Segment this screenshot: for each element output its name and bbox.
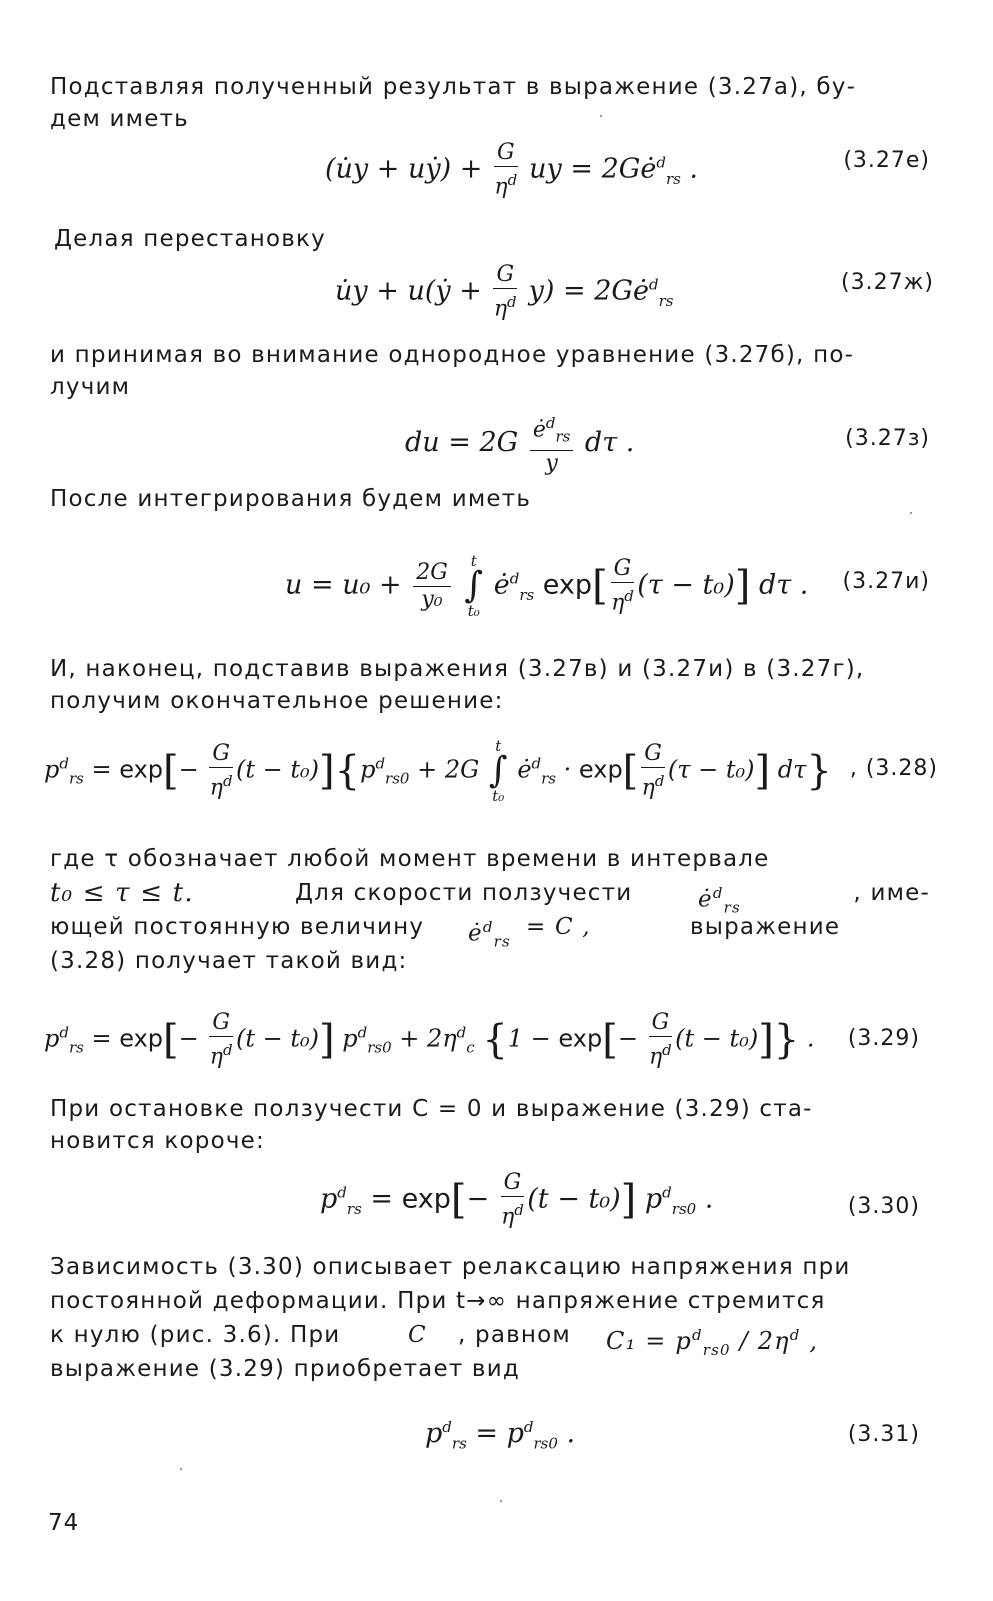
equation-number: (3.27з) xyxy=(845,426,930,451)
paragraph-6: где τ обозначает любой момент времени в интервале t₀ ≤ τ ≤ t. Для скорости ползучести $ė^d_{rs}$ , име- ющей постоянную величину $ė^d_{rs}$ = C , выражение (3.28) получает такой вид: xyxy=(50,846,930,974)
scan-speck xyxy=(910,512,912,514)
equation-3-31: $p^d_{rs} = p^d_{rs0}$ . (3.31) xyxy=(425,1418,920,1453)
page-number: 74 xyxy=(48,1510,80,1536)
equation-number: (3.31) xyxy=(847,1422,920,1447)
equation-3-27z: du = 2G $\frac{ė^d_{rs}}{y}$ dτ . (3.27з) xyxy=(30,410,930,470)
equation-3-27i: u = u₀ + $\frac{2G}{\text{y₀}}$ t ∫ t₀ $ė^d_{rs}$ exp[ $\frac{G}{\eta^d}$ (τ − t₀)] dτ . (3.27и) xyxy=(285,552,930,620)
equation-3-27e: (u̇y + uẏ) + $\frac{G}{\eta^d}$ uy = $2Gė^d_{rs}$ . (3.27е) xyxy=(325,140,930,200)
paragraph-1: Подставляя полученный результат в выражение (3.27а), бу- дем иметь xyxy=(50,74,857,132)
paragraph-5: И, наконец, подставив выражения (3.27в) и (3.27и) в (3.27г), получим окончательное решение: xyxy=(50,656,865,714)
equation-3-27zh: u̇y + u(ẏ + $\frac{G}{\eta^d}$ $y) = 2Gė^d_{rs}$ (3.27ж) xyxy=(335,262,934,322)
scan-speck xyxy=(180,1468,182,1470)
equation-number: (3.30) xyxy=(847,1194,920,1219)
scan-speck xyxy=(600,115,602,117)
equation-number: (3.27е) xyxy=(843,148,930,173)
paragraph-4: После интегрирования будем иметь xyxy=(50,486,532,512)
equation-3-28: $p^d_{rs} = \exp[-$ $\frac{G}{\eta^d}$ $(t - t_0)]\{p^d_{rs0} + 2G$ t ∫ t₀ $ė^d_{rs} \cdot \exp$[ $\frac{G}{\eta^d}$ (τ − t₀)] dτ} , (3.28) xyxy=(44,737,938,805)
paragraph-3: и принимая во внимание однородное уравнение (3.27б), по- лучим xyxy=(50,342,855,400)
paragraph-7: При остановке ползучести C = 0 и выражение (3.29) ста- новится короче: xyxy=(50,1096,813,1154)
paragraph-2: Делая перестановку xyxy=(54,226,326,252)
paragraph-8: Зависимость (3.30) описывает релаксацию напряжения при постоянной деформации. При t→∞ напряжение стремится к нулю (рис. 3.6). При C , равном $C_1 = p^d_{rs0} / 2\eta^d$ , выражение (3.29) приобретает вид xyxy=(50,1254,851,1382)
equation-number: (3.27и) xyxy=(842,569,930,594)
equation-3-29: $p^d_{rs} = \exp[-$ $\frac{G}{\eta^d}$ (t − t₀)] $p^d_{rs0} + 2\eta^d_c$ {1 − exp[− $\frac{G}{\eta^d}$ (t − t₀)]} . (3.29) xyxy=(44,1010,920,1070)
equation-number: (3.27ж) xyxy=(841,270,934,295)
equation-number: , (3.28) xyxy=(849,756,938,781)
equation-number: (3.29) xyxy=(847,1026,920,1051)
scan-speck xyxy=(500,1500,502,1502)
equation-3-30: $p^d_{rs} = \exp[-$ $\frac{G}{\eta^d}$ (t − t₀)] $p^d_{rs0}$ . (3.30) xyxy=(320,1170,920,1230)
